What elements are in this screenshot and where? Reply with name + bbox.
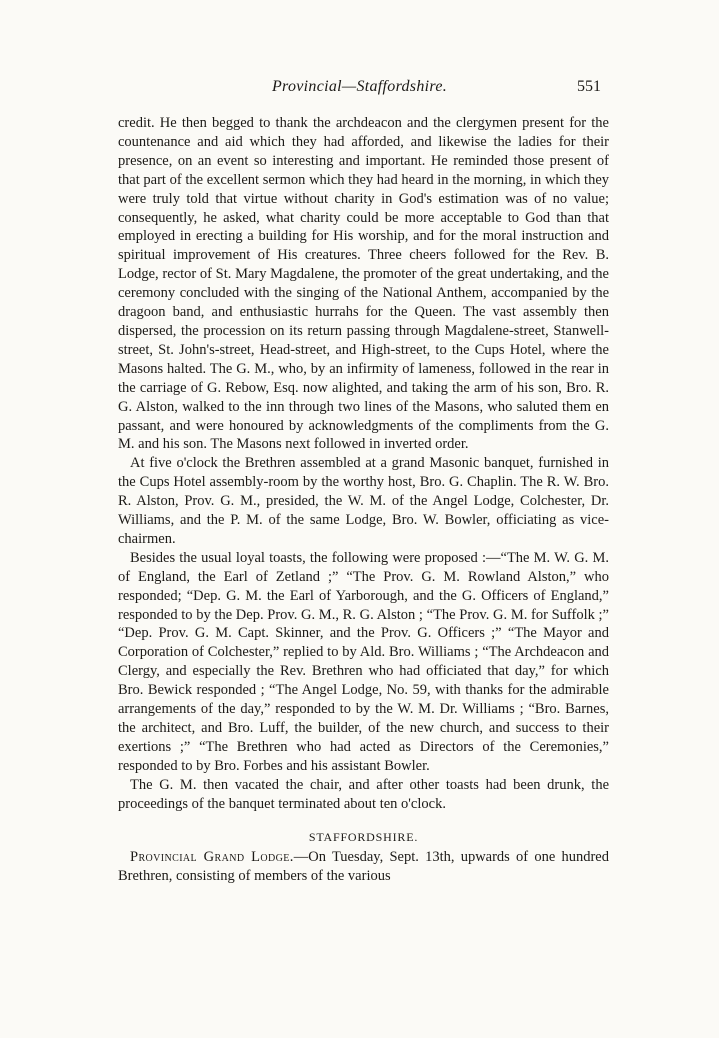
running-title: Provincial—Staffordshire. (271, 78, 448, 95)
paragraph-toasts: Besides the usual loyal toasts, the following were proposed :—“The M. W. G. M. of England, the Earl of Zetland ;” “The Prov. G. M. Rowland Alston,” who responded; “Dep. G. M. the Earl of Yarborough, and the G. Officers of England,” responded to by the Dep. Prov. G. M., R. G. Alston ; “The Prov. G. M. for Suffolk ;” “Dep. Prov. G. M. Capt. Skinner, and the Prov. G. Officers ;” “The Mayor and Corporation of Colchester,” replied to by Ald. Bro. Williams ; “The Archdeacon and Clergy, and especially the Rev. Brethren who had officiated that day,” for which Bro. Bewick responded ; “The Angel Lodge, No. 59, with thanks for the admirable arrangements of the day,” responded to by the W. M. Dr. Williams ; “Bro. Barnes, the architect, and Bro. Luff, the builder, of the new church, and success to their exertions ;” “The Brethren who had acted as Directors of the Ceremonies,” responded to by Bro. Forbes and his assistant Bowler. (118, 549, 609, 774)
paragraph-banquet: At five o'clock the Brethren assembled at a grand Masonic banquet, furnished in the Cups Hotel assembly-room by the worthy host, Bro. G. Chaplin. The R. W. Bro. R. Alston, Prov. G. M., presided, the W. M. of the Angel Lodge, Colchester, Dr. Williams, and the P. M. of the same Lodge, Bro. W. Bowler, officiating as vice-chairmen. (118, 455, 609, 547)
paragraph-conclusion: The G. M. then vacated the chair, and after other toasts had been drunk, the proceedings of the banquet terminated about ten o'clock. (118, 776, 609, 812)
paragraph-staffordshire-text: —On Tuesday, Sept. 13th, upwards of one hundred Brethren, consisting of members of the various (118, 849, 609, 885)
page-header (118, 78, 601, 102)
paragraph-staffordshire (118, 848, 609, 886)
page-number: 551 (577, 78, 601, 95)
paragraph-banquet-procession: credit. He then begged to thank the archdeacon and the clergymen present for the countenance and aid which they had afforded, and likewise the ladies for their presence, on an event so interesting and important. He reminded those present of that part of the excellent sermon which they had heard in the morning, in which they were truly told that virtue without charity in God's estimation was of no value; consequently, he asked, what charity could be more acceptable to God than that employed in erecting a building for His worship, and for the moral instruction and spiritual improvement of His creatures. Three cheers followed for the Rev. B. Lodge, rector of St. Mary Magdalene, the promoter of the great undertaking, and the ceremony concluded with the singing of the National Anthem, accompanied by the dragoon band, and enthusiastic hurrahs for the Queen. The vast assembly then dispersed, the procession on its return passing through Magdalene-street, Stanwell-street, St. John's-street, Head-street, and High-street, to the Cups Hotel, where the Masons halted. The G. M., who, by an infirmity of lameness, followed in the rear in the carriage of G. Rebow, Esq. now alighted, and taking the arm of his son, Bro. R. G. Alston, walked to the inn through two lines of the Masons, who saluted them en passant, and were honoured by acknowledgments of the compliments from the G. M. and his son. The Masons next followed in inverted order. (118, 115, 609, 453)
section-heading: STAFFORDSHIRE. (308, 829, 419, 844)
paragraph-lead-in: Provincial Grand Lodge. (130, 849, 294, 866)
body-text (118, 114, 609, 886)
